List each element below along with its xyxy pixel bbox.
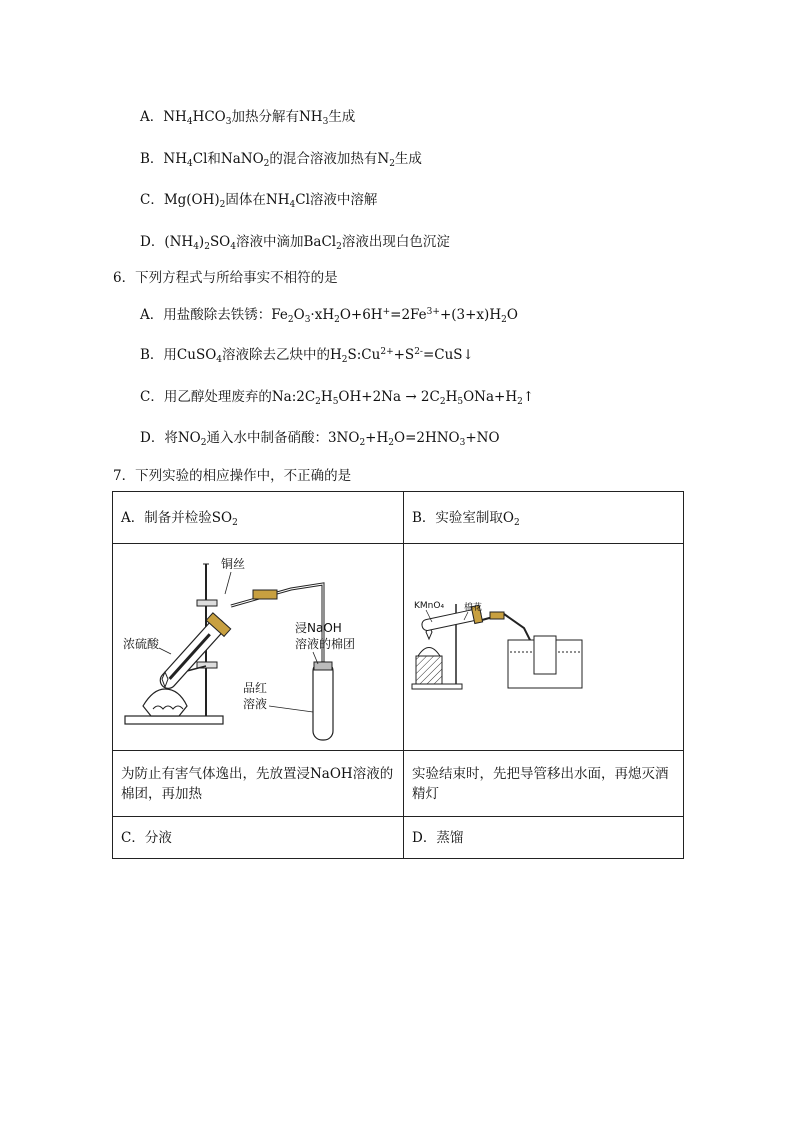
q6-option-c <box>140 387 534 407</box>
q5-option-a <box>140 107 355 127</box>
sub: 4 <box>230 242 236 252</box>
text: ·xH <box>310 307 335 323</box>
text: O <box>506 307 518 323</box>
leader-line <box>159 648 171 654</box>
q5-option-d <box>140 232 450 252</box>
text: SO <box>209 234 231 250</box>
label-naoh-cotton-2: 溶液的棉团 <box>295 637 356 651</box>
sub: 5 <box>457 397 464 407</box>
sub: 3 <box>459 438 466 448</box>
sup: 3+ <box>426 307 440 317</box>
table-row <box>113 492 684 544</box>
text: C．Mg(OH) <box>140 192 220 208</box>
alcohol-lamp <box>143 689 187 716</box>
gas-jar <box>534 636 556 674</box>
text: 固体在NH <box>225 192 290 208</box>
text: O=2HNO <box>394 430 460 446</box>
q6-option-b <box>140 345 474 365</box>
text: +H <box>365 430 389 446</box>
text: 加热分解有NH <box>231 109 323 125</box>
sub: 2 <box>439 397 446 407</box>
sub: 4 <box>216 355 222 365</box>
figure-so2-apparatus <box>113 544 403 744</box>
table-row <box>113 817 684 859</box>
q5-option-c <box>140 190 377 210</box>
sub: 2 <box>388 438 394 448</box>
text: O+6H <box>339 307 383 323</box>
q5-option-b <box>140 149 422 169</box>
q7-title: 7．下列实验的相应操作中，不正确的是 <box>113 468 352 484</box>
text: ) <box>198 234 205 250</box>
label-kmno4: KMnO₄ <box>414 601 445 611</box>
text: C．用乙醇处理废弃的Na:2C <box>140 389 316 405</box>
sub: 2 <box>263 159 270 169</box>
block <box>416 656 442 684</box>
text: =CuS↓ <box>422 347 474 363</box>
table-row <box>113 544 684 751</box>
rubber-joint <box>490 612 504 619</box>
cell-a-title <box>113 492 404 544</box>
sub: 3 <box>225 117 232 127</box>
cell-d-title: D．蒸馏 <box>404 817 684 859</box>
sub: 2 <box>389 159 395 169</box>
sub: 3 <box>304 315 311 325</box>
figure-a-cell <box>113 544 404 751</box>
text: D．将NO <box>140 430 201 446</box>
label-cotton: 棉花 <box>464 603 483 613</box>
table-row <box>113 751 684 817</box>
sub: 2 <box>204 242 210 252</box>
text: 生成 <box>328 109 356 125</box>
sub: 5 <box>332 397 339 407</box>
text: A．制备并检验SO <box>121 509 233 526</box>
sub: 2 <box>514 517 520 528</box>
text: O <box>293 307 305 323</box>
figure-o2-apparatus <box>404 544 683 744</box>
text: B．用CuSO <box>140 347 217 363</box>
rubber-joint <box>253 590 277 599</box>
sub: 4 <box>193 242 199 252</box>
text: +(3+x)H <box>439 307 502 323</box>
sub: 4 <box>289 200 296 210</box>
receiving-tube <box>313 662 333 740</box>
leader-line <box>225 572 231 594</box>
sup: 2- <box>414 347 423 357</box>
text: 生成 <box>394 151 422 167</box>
label-copper-wire: 铜丝 <box>221 557 246 571</box>
cotton-plug <box>314 662 332 670</box>
text: H <box>445 389 458 405</box>
text: =2Fe <box>390 307 427 323</box>
stand-base <box>412 684 462 689</box>
text: ONa+H <box>463 389 518 405</box>
text: A．NH <box>140 109 187 125</box>
text: 通入水中制备硝酸：3NO <box>206 430 360 446</box>
text: OH+2Na → 2C <box>338 389 440 405</box>
figure-b-cell <box>404 544 684 751</box>
text: HCO <box>192 109 226 125</box>
cell-c-title: C．分液 <box>113 817 404 859</box>
text: B．实验室制取O <box>412 509 514 526</box>
cell-b-text: 实验结束时，先把导管移出水面，再熄灭酒精灯 <box>404 751 684 817</box>
text: D．(NH <box>140 234 194 250</box>
sub: 2 <box>232 517 238 528</box>
q6-option-d <box>140 428 500 448</box>
q7-table <box>112 491 684 859</box>
clamp <box>197 600 217 606</box>
text: A．用盐酸除去铁锈：Fe <box>140 307 288 323</box>
text: 的混合溶液加热有N <box>269 151 390 167</box>
sub: 3 <box>322 117 329 127</box>
label-pinhong-2: 溶液 <box>243 697 268 711</box>
sub: 2 <box>287 315 294 325</box>
stand-base <box>125 716 223 724</box>
label-conc-sulfuric-acid: 浓硫酸 <box>123 637 160 651</box>
label-pinhong-1: 品红 <box>243 681 268 695</box>
leader-line <box>269 706 313 712</box>
sub: 2 <box>336 242 342 252</box>
q6-option-a <box>140 305 518 325</box>
sub: 2 <box>200 438 207 448</box>
sub: 2 <box>501 315 507 325</box>
copper-wire-in-tube <box>170 634 210 679</box>
alcohol-lamp <box>418 648 440 657</box>
sub: 4 <box>186 117 193 127</box>
text: Cl溶液中溶解 <box>295 192 378 208</box>
label-naoh-cotton-1: 浸NaOH <box>295 621 342 635</box>
sub: 2 <box>334 315 340 325</box>
text: ↑ <box>522 389 535 405</box>
sub: 2 <box>359 438 366 448</box>
sub: 2 <box>219 200 226 210</box>
cell-a-text: 为防止有害气体逸出，先放置浸NaOH溶液的棉团，再加热 <box>113 751 404 817</box>
cell-b-title <box>404 492 684 544</box>
text: S:Cu <box>347 347 381 363</box>
text: B．NH <box>140 151 188 167</box>
sub: 2 <box>517 397 523 407</box>
sub: 2 <box>315 397 321 407</box>
sup: 2+ <box>380 347 394 357</box>
text: Cl和NaNO <box>192 151 264 167</box>
text: 溶液中滴加BaCl <box>236 234 337 250</box>
sup: + <box>382 307 391 317</box>
text: +S <box>393 347 415 363</box>
sub: 4 <box>187 159 193 169</box>
text: H <box>320 389 333 405</box>
q6-title: 6．下列方程式与所给事实不相符的是 <box>113 270 338 286</box>
text: 溶液出现白色沉淀 <box>341 234 450 250</box>
text: 溶液除去乙炔中的H <box>222 347 342 363</box>
sub: 2 <box>341 355 348 365</box>
text: +NO <box>465 430 500 446</box>
